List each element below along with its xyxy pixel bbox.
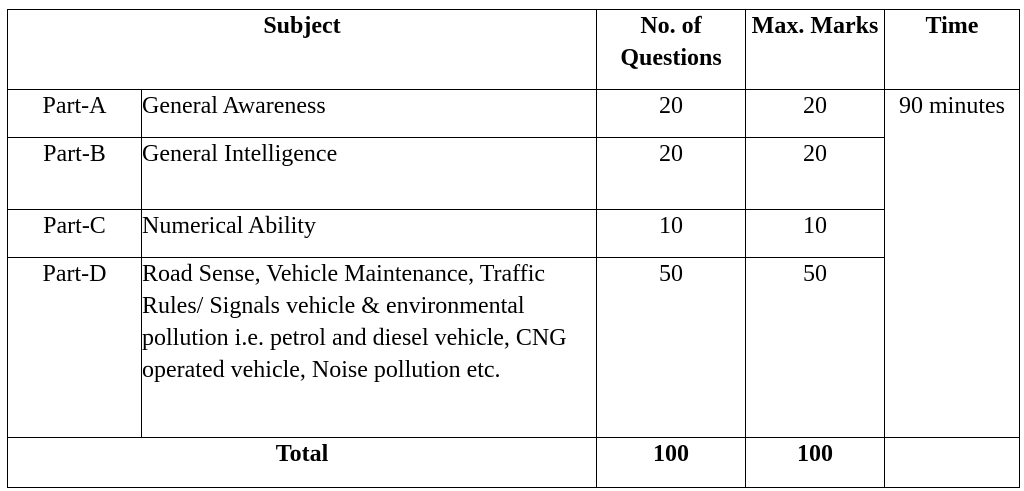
questions-count: 20 bbox=[597, 138, 746, 210]
max-marks: 50 bbox=[746, 258, 885, 438]
header-marks: Max. Marks bbox=[746, 10, 885, 90]
total-time bbox=[885, 438, 1020, 488]
part-label: Part-D bbox=[8, 258, 142, 438]
table-row bbox=[8, 210, 1020, 258]
subject-name: General Awareness bbox=[142, 90, 597, 138]
questions-count: 50 bbox=[597, 258, 746, 438]
part-label: Part-B bbox=[8, 138, 142, 210]
total-questions: 100 bbox=[597, 438, 746, 488]
time-value: 90 minutes bbox=[885, 90, 1020, 438]
subject-name: Numerical Ability bbox=[142, 210, 597, 258]
exam-pattern-table bbox=[7, 9, 1020, 488]
questions-count: 20 bbox=[597, 90, 746, 138]
total-label: Total bbox=[8, 438, 597, 488]
table-total-row bbox=[8, 438, 1020, 488]
header-subject: Subject bbox=[8, 10, 597, 90]
questions-count: 10 bbox=[597, 210, 746, 258]
table-row bbox=[8, 90, 1020, 138]
subject-name: General Intelligence bbox=[142, 138, 597, 210]
max-marks: 20 bbox=[746, 138, 885, 210]
max-marks: 10 bbox=[746, 210, 885, 258]
subject-name: Road Sense, Vehicle Maintenance, Traffic Rules/ Signals vehicle & environmental pollution i.e. petrol and diesel vehicle, CNG operated vehicle, Noise pollution etc. bbox=[142, 258, 597, 438]
table-header-row bbox=[8, 10, 1020, 90]
header-questions: No. of Questions bbox=[597, 10, 746, 90]
max-marks: 20 bbox=[746, 90, 885, 138]
table-row bbox=[8, 258, 1020, 438]
total-marks: 100 bbox=[746, 438, 885, 488]
part-label: Part-A bbox=[8, 90, 142, 138]
header-time: Time bbox=[885, 10, 1020, 90]
table-row bbox=[8, 138, 1020, 210]
part-label: Part-C bbox=[8, 210, 142, 258]
